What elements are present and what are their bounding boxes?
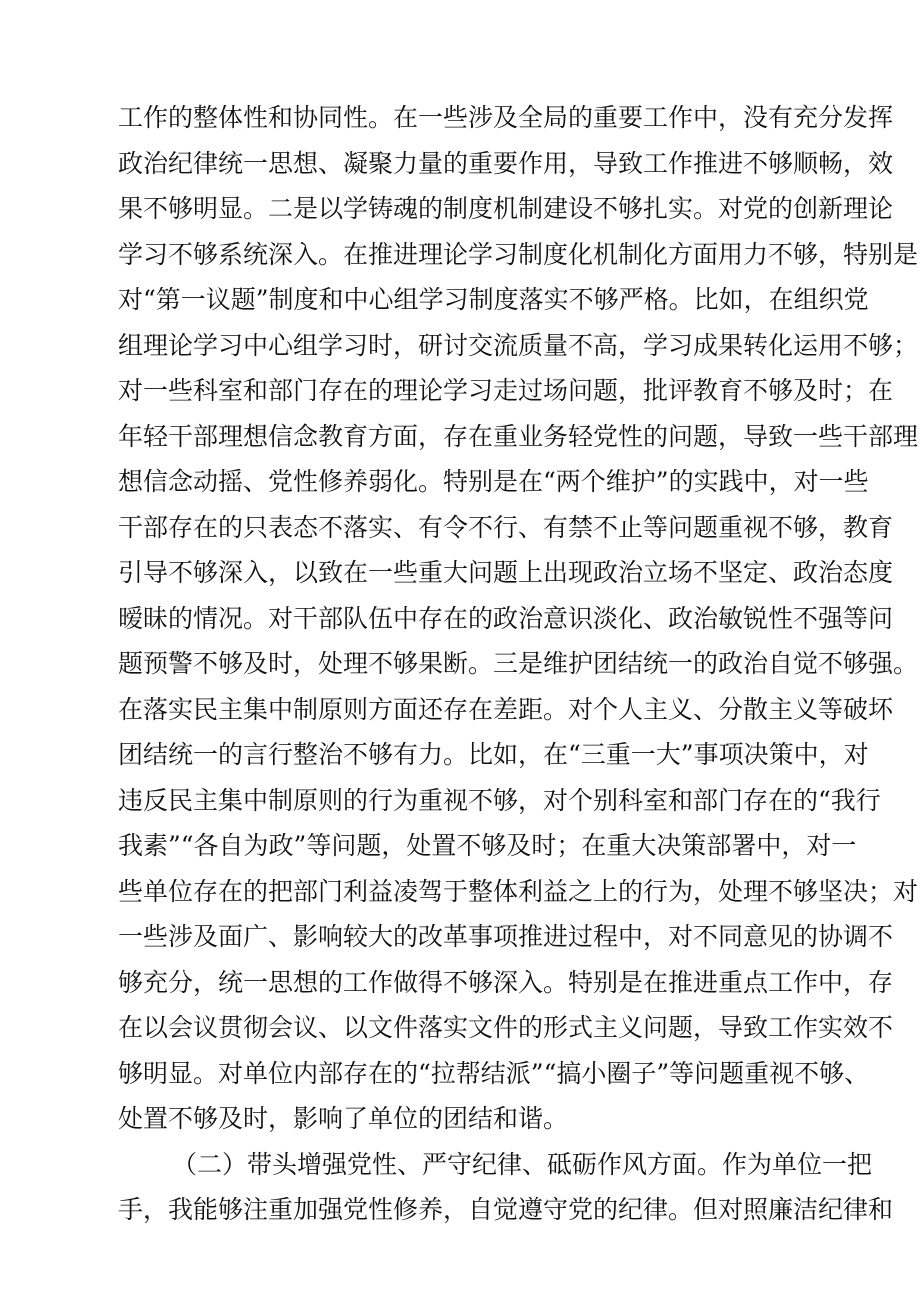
text-line: 果不够明显。二是以学铸魂的制度机制建设不够扎实。对党的创新理论: [118, 194, 894, 223]
text-line: 团结统一的言行整治不够有力。比如，在“三重一大”事项决策中，对: [118, 740, 869, 769]
text-line: 在以会议贯彻会议、以文件落实文件的形式主义问题，导致工作实效不: [118, 1013, 894, 1042]
text-line: 对一些科室和部门存在的理论学习走过场问题，批评教育不够及时；在: [118, 376, 894, 405]
text-line: 我素”“各自为政”等问题，处置不够及时；在重大决策部署中，对一: [118, 831, 857, 860]
text-line: 违反民主集中制原则的行为重视不够，对个别科室和部门存在的“我行: [118, 785, 881, 815]
section-heading-line: （二）带头增强党性、严守纪律、砥砺作风方面。作为单位一把: [172, 1149, 873, 1179]
text-line: 组理论学习中心组学习时，研讨交流质量不高，学习成果转化运用不够；: [118, 330, 919, 360]
text-line: 够明显。对单位内部存在的“拉帮结派”“搞小圈子”等问题重视不够、: [118, 1058, 870, 1088]
text-line: 一些涉及面广、影响较大的改革事项推进过程中，对不同意见的协调不: [118, 922, 894, 951]
text-line: 学习不够系统深入。在推进理论学习制度化机制化方面用力不够，特别是: [118, 239, 919, 269]
text-line: 题预警不够及时，处理不够果断。三是维护团结统一的政治自觉不够强。: [118, 649, 919, 678]
text-line: 年轻干部理想信念教育方面，存在重业务轻党性的问题，导致一些干部理: [118, 421, 919, 451]
text-line: 暧昧的情况。对干部队伍中存在的政治意识淡化、政治敏锐性不强等问: [118, 603, 894, 633]
text-line: 对“第一议题”制度和中心组学习制度落实不够严格。比如，在组织党: [118, 285, 869, 314]
text-line: 够充分，统一思想的工作做得不够深入。特别是在推进重点工作中，存: [118, 967, 894, 997]
text-line: 在落实民主集中制原则方面还存在差距。对个人主义、分散主义等破坏: [118, 694, 894, 724]
text-line: 引导不够深入，以致在一些重大问题上出现政治立场不坚定、政治态度: [118, 558, 894, 587]
body-text: [118, 95, 919, 1233]
text-line: 工作的整体性和协同性。在一些涉及全局的重要工作中，没有充分发挥: [118, 103, 894, 132]
text-line: 干部存在的只表态不落实、有令不行、有禁不止等问题重视不够，教育: [118, 512, 894, 542]
text-line: 政治纪律统一思想、凝聚力量的重要作用，导致工作推进不够顺畅，效: [118, 148, 894, 178]
paragraph-end-line: 处置不够及时，影响了单位的团结和谐。: [118, 1104, 569, 1133]
text-line: 手，我能够注重加强党性修养，自觉遵守党的纪律。但对照廉洁纪律和: [118, 1195, 894, 1224]
text-line: 想信念动摇、党性修养弱化。特别是在“两个维护”的实践中，对一些: [118, 467, 869, 496]
text-line: 些单位存在的把部门利益凌驾于整体利益之上的行为，处理不够坚决；对: [118, 876, 919, 906]
